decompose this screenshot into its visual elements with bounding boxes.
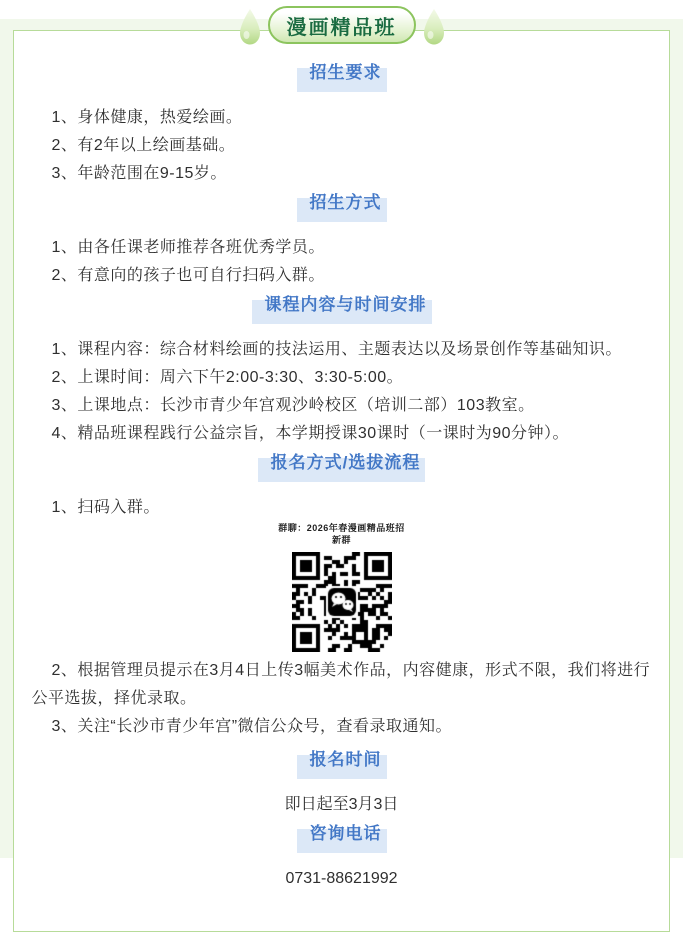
section-title: 招生要求 bbox=[309, 62, 382, 82]
qr-code-block bbox=[32, 522, 652, 657]
section-header-method bbox=[32, 192, 652, 220]
water-drop-icon bbox=[237, 8, 263, 46]
list-item: 2、上课时间：周六下午2:00-3:30、3:30-5:00。 bbox=[51, 368, 404, 386]
list-item: 3、年龄范围在9-15岁。 bbox=[51, 164, 227, 182]
list-item: 2、有2年以上绘画基础。 bbox=[51, 136, 236, 154]
title-pill bbox=[268, 6, 416, 44]
title-banner bbox=[0, 6, 683, 48]
list-item: 3、上课地点：长沙市青少年宫观沙岭校区（培训二部）103教室。 bbox=[51, 396, 535, 414]
section-title: 咨询电话 bbox=[309, 823, 382, 843]
list-item: 1、由各任课老师推荐各班优秀学员。 bbox=[51, 238, 325, 256]
section-title: 报名方式/选拔流程 bbox=[270, 452, 421, 472]
qr-group-label-line1: 群聊：2026年春漫画精品班招 bbox=[278, 522, 405, 533]
list-item: 1、课程内容：综合材料绘画的技法运用、主题表达以及场景创作等基础知识。 bbox=[51, 340, 622, 358]
section-header-time bbox=[32, 749, 652, 777]
phone-number: 0731-88621992 bbox=[285, 869, 398, 887]
list-item: 1、身体健康，热爱绘画。 bbox=[51, 108, 243, 126]
section-title: 课程内容与时间安排 bbox=[264, 294, 427, 314]
qr-group-label-line2: 新群 bbox=[331, 534, 351, 545]
wechat-group-qr-code bbox=[292, 552, 392, 652]
list-item: 3、关注“长沙市青少年宫”微信公众号，查看录取通知。 bbox=[51, 717, 453, 735]
list-item: 2、根据管理员提示在3月4日上传3幅美术作品，内容健康，形式不限，我们将进行公平选拔，择优录取。 bbox=[31, 661, 651, 707]
list-item: 4、精品班课程践行公益宗旨，本学期授课30课时（一课时为90分钟）。 bbox=[51, 424, 569, 442]
section-title: 招生方式 bbox=[309, 192, 382, 212]
signup-deadline: 即日起至3月3日 bbox=[284, 795, 399, 813]
section-header-course bbox=[32, 294, 652, 322]
section-title: 报名时间 bbox=[309, 749, 382, 769]
water-drop-icon bbox=[421, 8, 447, 46]
poster-content bbox=[15, 32, 669, 893]
section-header-phone bbox=[32, 823, 652, 851]
section-header-signup bbox=[32, 452, 652, 480]
section-header-requirements bbox=[32, 62, 652, 90]
list-item: 1、扫码入群。 bbox=[51, 498, 160, 516]
page-title: 漫画精品班 bbox=[286, 16, 397, 39]
list-item: 2、有意向的孩子也可自行扫码入群。 bbox=[51, 266, 325, 284]
